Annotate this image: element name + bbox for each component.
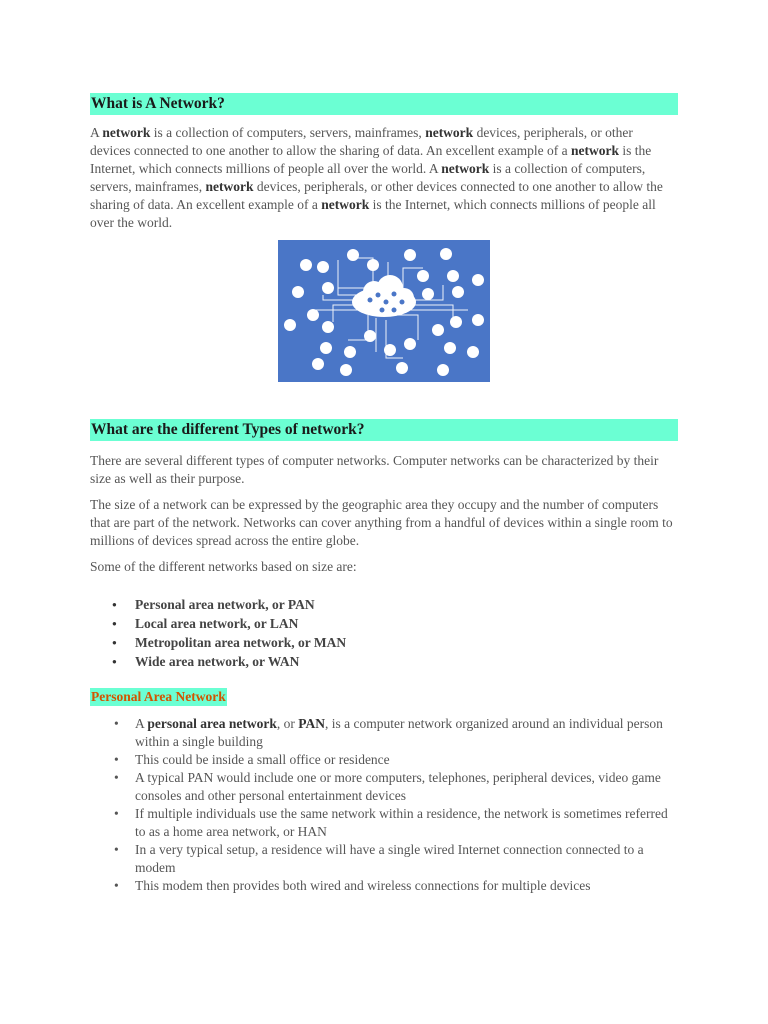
network-definition-paragraph: A network is a collection of computers, servers, mainframes, network devices, peripherals, or other devices connected to one another to allow the sharing of data. An excellent example of a network is the Internet, which connects millions of people all over the world. A network is a collection of computers, servers, mainframes, network devices, peripherals, or other devices connected to one another to allow the sharing of data. An excellent example of a network is the Internet, which connects millions of people all over the world. — [90, 125, 663, 230]
list-item: • This could be inside a small office or residence — [90, 751, 680, 769]
network-sizes-list — [90, 595, 650, 671]
sizes-lead-paragraph: Some of the different networks based on size are: — [90, 559, 357, 574]
pan-facts-list — [90, 715, 680, 895]
list-item: ● Wide area network, or WAN — [90, 652, 650, 671]
network-size-paragraph: The size of a network can be expressed by the geographic area they occupy and the number of computers that are part of the network. Networks can cover anything from a handful of devices within a single room to millions of devices spread across the entire globe. — [90, 497, 673, 548]
list-item: • A personal area network, or PAN, is a computer network organized around an individual person within a single building — [90, 715, 680, 751]
list-item: • A typical PAN would include one or more computers, telephones, peripheral devices, video game consoles and other personal entertainment devices — [90, 769, 680, 805]
heading-types-of-network: What are the different Types of network? — [90, 419, 678, 441]
heading-what-is-network: What is A Network? — [90, 93, 678, 115]
subheading-personal-area-network: Personal Area Network — [91, 689, 226, 704]
cloud-network-diagram — [278, 240, 490, 382]
list-item: ● Local area network, or LAN — [90, 614, 650, 633]
list-item: • This modem then provides both wired and wireless connections for multiple devices — [90, 877, 680, 895]
network-cloud-illustration — [278, 240, 490, 382]
list-item: ● Metropolitan area network, or MAN — [90, 633, 650, 652]
list-item: • In a very typical setup, a residence will have a single wired Internet connection connected to a modem — [90, 841, 680, 877]
types-intro-paragraph: There are several different types of computer networks. Computer networks can be characterized by their size as well as their purpose. — [90, 453, 659, 486]
list-item: ● Personal area network, or PAN — [90, 595, 650, 614]
list-item: • If multiple individuals use the same network within a residence, the network is sometimes referred to as a home area network, or HAN — [90, 805, 680, 841]
